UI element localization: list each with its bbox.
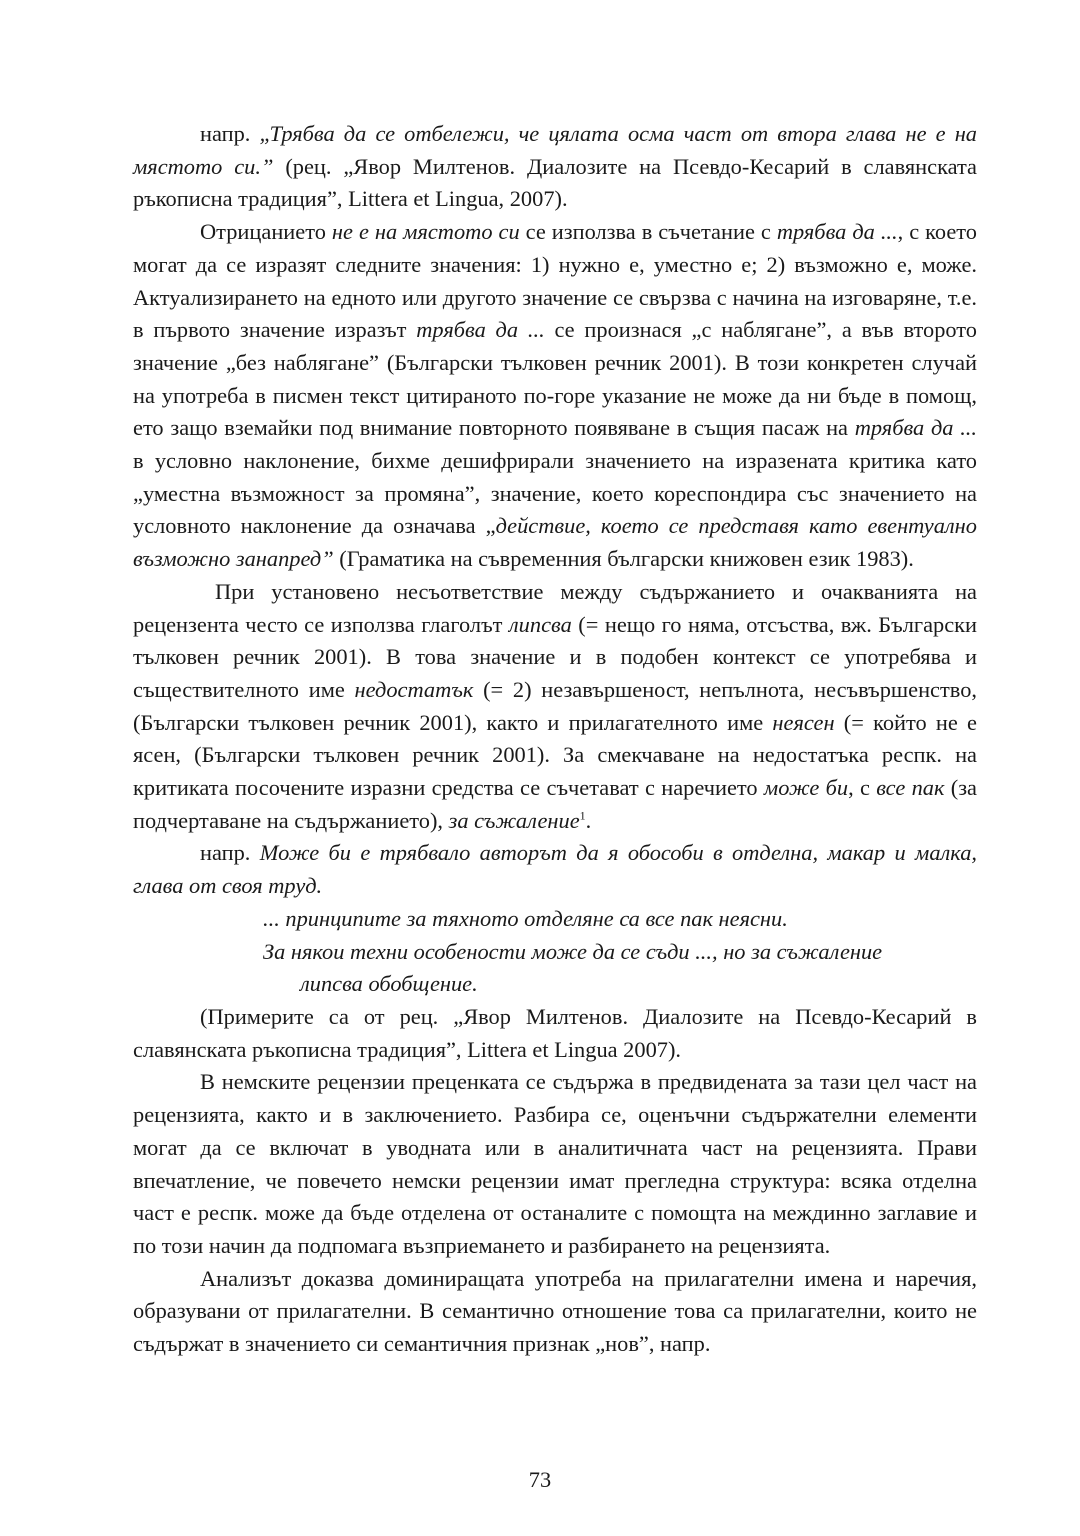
italic-term: трябва да ... (854, 415, 977, 441)
italic-quote: действие, което се представя като евентуално възможно занапред” (133, 513, 977, 572)
text: (= нещо го няма, отсъства, вж. Български тълковен речник 2001). В това значение и в подобен контекст се употребява и съществителното име (133, 611, 977, 702)
paragraph-example-intro (133, 118, 977, 216)
example-continuation: липсва обобщение. (300, 971, 478, 997)
text: (рец. „Явор Милтенов. Диалозите на Псевдо-Кесарий в славянската ръкописна традиция”, Littera et Lingua, 2007). (133, 153, 977, 212)
text: . (585, 807, 592, 833)
italic-term: за съжаление (448, 807, 580, 833)
italic-term: трябва да ... (776, 219, 898, 245)
page-number: 73 (528, 1467, 552, 1492)
page-body (133, 118, 977, 1361)
italic-term: недостатък (354, 676, 474, 702)
example-text: За някои техни особености може да се съди ..., но за съжаление (263, 938, 883, 964)
italic-term: липсва (508, 611, 572, 637)
paragraph-analysis: Анализът доказва доминиращата употреба на прилагателни имена и наречия, образувани от прилагателни. В семантично отношение това са прилагателни, които не съдържат в значението си семантичния признак „нов”, напр. (133, 1265, 977, 1357)
paragraph-mismatch (133, 576, 977, 838)
text: се произнася „с наблягане”, а във второто значение „без наблягане” (Български тълковен речник 2001). В този конкретен случай на употреба в писмен текст цитираното по-горе указание не може да ни бъде в помощ, ето защо вземайки под внимание повторното появяване в същия пасаж на (133, 317, 977, 441)
italic-quote: „Трябва да се отбележи, че цялата осма част от втора глава не е на мястото си.” (133, 121, 978, 179)
paragraph-example-2 (133, 837, 977, 902)
text: (за подчертаване на съдържанието), (133, 775, 977, 833)
paragraph-source: (Примерите са от рец. „Явор Милтенов. Диалозите на Псевдо-Кесарий в славянската ръкописна традиция”, Littera et Lingua 2007). (133, 1003, 977, 1062)
text: напр. (200, 840, 260, 866)
text: Отрицанието (200, 219, 332, 245)
text: , с (848, 775, 877, 801)
italic-term: все пак (876, 775, 945, 801)
italic-quote: Може би е трябвало авторът да я обособи в отделна, макар и малка, глава от своя труд. (133, 840, 978, 899)
text: (= 2) незавършеност, непълнота, несъвършенство, (Български тълковен речник 2001), както и прилагателното име (133, 676, 977, 735)
italic-term: не е на мястото си (331, 219, 520, 245)
text: (= който не е ясен, (Български тълковен речник 2001). За смекчаване на недостатъка респк. на критиката посочените изразни средства се съчетават с наречието (133, 709, 977, 801)
italic-term: трябва да ... (416, 317, 545, 343)
text: При установено несъответствие между съдържанието и очакванията на рецензента често се използва глаголът (133, 578, 977, 637)
paragraph-negation (133, 216, 977, 576)
italic-term: може би (763, 775, 849, 801)
example-line: ... принципите за тяхното отделяне са все пак неясни. (263, 905, 788, 931)
text: , с което могат да се изразят следните значения: 1) нужно е, уместно е; 2) възможно е, може. Актуализирането на едното или другото значение се свързва с начина на изговаряне, т.е. в първото значение изразът (133, 219, 977, 343)
text: се използва в съчетание с (519, 219, 777, 245)
example-line (133, 936, 977, 1001)
text: (Граматика на съвременния български книжовен език 1983). (333, 546, 914, 572)
text: напр. (200, 121, 260, 146)
text: в условно наклонение, бихме дешифрирали значението на изразената критика като „уместна възможност за промяна”, значение, което кореспондира със значението на условното наклонение да означава „ (133, 448, 977, 539)
paragraph-german-reviews: В немските рецензии преценката се съдържа в предвидената за тази цел част на рецензията, както и в заключението. Разбира се, оценъчни съдържателни елементи могат да се включат в уводната или в аналитичната част на рецензията. Прави впечатление, че повечето немски рецензии имат прегледна структура: всяка отделна част е респк. може да бъде отделена от останалите с помощта на междинно заглавие и по този начин да подпомага възприемането и разбирането на рецензията. (133, 1069, 977, 1258)
italic-term: неясен (772, 709, 835, 735)
footnote-marker: 1 (579, 808, 586, 823)
